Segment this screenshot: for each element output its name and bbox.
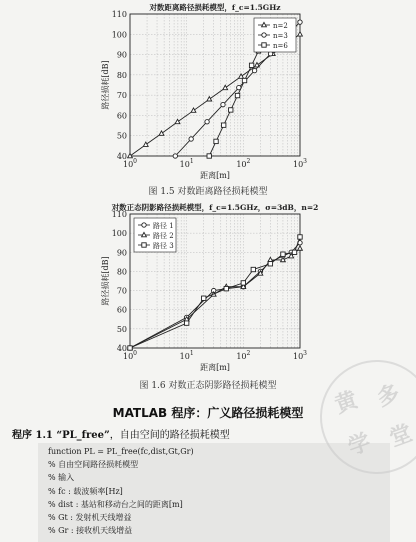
data-point — [175, 119, 180, 123]
data-point — [252, 68, 256, 72]
data-point — [221, 102, 225, 106]
y-tick-label: 70 — [116, 91, 127, 101]
legend-label: 路径 2 — [153, 232, 174, 240]
legend-label: n=2 — [273, 22, 288, 30]
y-tick-label: 50 — [116, 324, 127, 334]
x-tick-label: $10^0$ — [122, 158, 138, 169]
data-point — [229, 108, 233, 112]
program-label: 程序 1.1 “PL_free” — [12, 430, 110, 441]
chart-title: 对数正态阴影路径损耗模型，f_c=1.5GHz，σ=3dB，n=2 — [111, 203, 319, 212]
x-axis-label: 距离[m] — [200, 363, 230, 372]
legend-marker — [142, 243, 146, 247]
program-title — [12, 426, 230, 441]
y-tick-label: 80 — [116, 267, 127, 277]
y-tick-label: 110 — [111, 10, 127, 19]
chart-log-distance — [0, 0, 416, 184]
data-point — [221, 123, 225, 127]
data-point — [281, 252, 285, 256]
data-point — [184, 321, 188, 325]
legend — [254, 18, 296, 52]
data-point — [173, 154, 177, 158]
chart-log-normal-shadowing — [0, 200, 416, 378]
data-point — [268, 262, 272, 266]
data-point — [159, 131, 164, 135]
x-axis-label: 距离[m] — [200, 171, 230, 180]
y-tick-label: 90 — [116, 50, 127, 60]
x-tick-label: $10^3$ — [292, 350, 308, 361]
watermark-char: 堂 — [386, 419, 416, 452]
legend-label: 路径 3 — [153, 242, 174, 250]
y-tick-label: 70 — [116, 286, 127, 296]
data-point — [242, 78, 246, 82]
x-tick-label: $10^3$ — [292, 158, 308, 169]
code-line-4: % fc : 载波频率[Hz] — [48, 487, 123, 496]
y-tick-label: 80 — [116, 70, 127, 80]
program-desc: ，自由空间的路径损耗模型 — [109, 430, 230, 441]
legend-marker — [262, 43, 266, 47]
series-line — [130, 248, 300, 348]
y-tick-label: 100 — [111, 30, 127, 40]
legend-marker — [262, 33, 266, 37]
legend-marker — [142, 223, 146, 227]
data-point — [189, 137, 193, 141]
watermark-char: 黄 — [331, 386, 362, 419]
legend-label: n=6 — [273, 42, 288, 50]
y-tick-label: 50 — [116, 131, 127, 141]
y-tick-label: 40 — [116, 344, 127, 353]
y-axis-label: 路径损耗[dB] — [101, 60, 110, 110]
y-tick-label: 60 — [116, 305, 127, 315]
data-point — [251, 267, 255, 271]
code-line-1: function PL = PL_free(fc,dist,Gt,Gr) — [48, 447, 194, 456]
data-point — [202, 296, 206, 300]
y-tick-label: 90 — [116, 248, 127, 258]
x-tick-label: $10^2$ — [236, 350, 251, 361]
x-tick-label: $10^0$ — [122, 350, 138, 361]
data-point — [223, 85, 228, 89]
data-point — [128, 346, 132, 350]
data-point — [268, 257, 273, 261]
watermark-char: 学 — [344, 428, 375, 461]
data-point — [298, 246, 303, 250]
data-point — [143, 142, 148, 146]
data-point — [207, 154, 211, 158]
code-line-6: % Gt : 发射机天线增益 — [48, 513, 132, 522]
code-line-7: % Gr : 接收机天线增益 — [48, 526, 133, 535]
data-point — [241, 281, 245, 285]
data-point — [235, 93, 239, 97]
data-point — [239, 74, 244, 78]
data-point — [249, 63, 253, 67]
code-line-5: % dist : 基站和移动台之间的距离[m] — [48, 500, 183, 509]
data-point — [298, 235, 302, 239]
legend-label: n=3 — [273, 32, 288, 40]
legend-label: 路径 1 — [153, 222, 174, 230]
series-2 — [128, 246, 303, 350]
data-point — [205, 120, 209, 124]
code-line-3: % 输入 — [48, 473, 75, 482]
y-tick-label: 110 — [111, 210, 127, 219]
code-line-2: % 自由空间路径损耗模型 — [48, 460, 139, 469]
data-point — [191, 108, 196, 112]
data-point — [298, 32, 303, 36]
data-point — [224, 286, 228, 290]
y-tick-label: 40 — [116, 152, 127, 161]
x-tick-label: $10^1$ — [179, 350, 194, 361]
x-tick-label: $10^2$ — [236, 158, 251, 169]
x-tick-label: $10^1$ — [179, 158, 194, 169]
section-title: MATLAB 程序：广义路径损耗模型 — [112, 406, 304, 420]
legend — [134, 218, 176, 252]
series-n6 — [207, 49, 261, 158]
figure-caption-1-6: 图 1.6 对数正态阴影路径损耗模型 — [139, 381, 277, 391]
chart-title: 对数距离路径损耗模型，f_c=1.5GHz — [149, 3, 281, 12]
data-point — [292, 250, 296, 254]
data-point — [207, 97, 212, 101]
y-tick-label: 60 — [116, 111, 127, 121]
y-tick-label: 100 — [111, 229, 127, 239]
figure-caption-1-5: 图 1.5 对数距离路径损耗模型 — [148, 187, 268, 197]
y-axis-label: 路径损耗[dB] — [101, 256, 110, 306]
data-point — [298, 20, 302, 24]
data-point — [128, 153, 133, 157]
watermark-char: 多 — [373, 379, 404, 412]
data-point — [214, 139, 218, 143]
